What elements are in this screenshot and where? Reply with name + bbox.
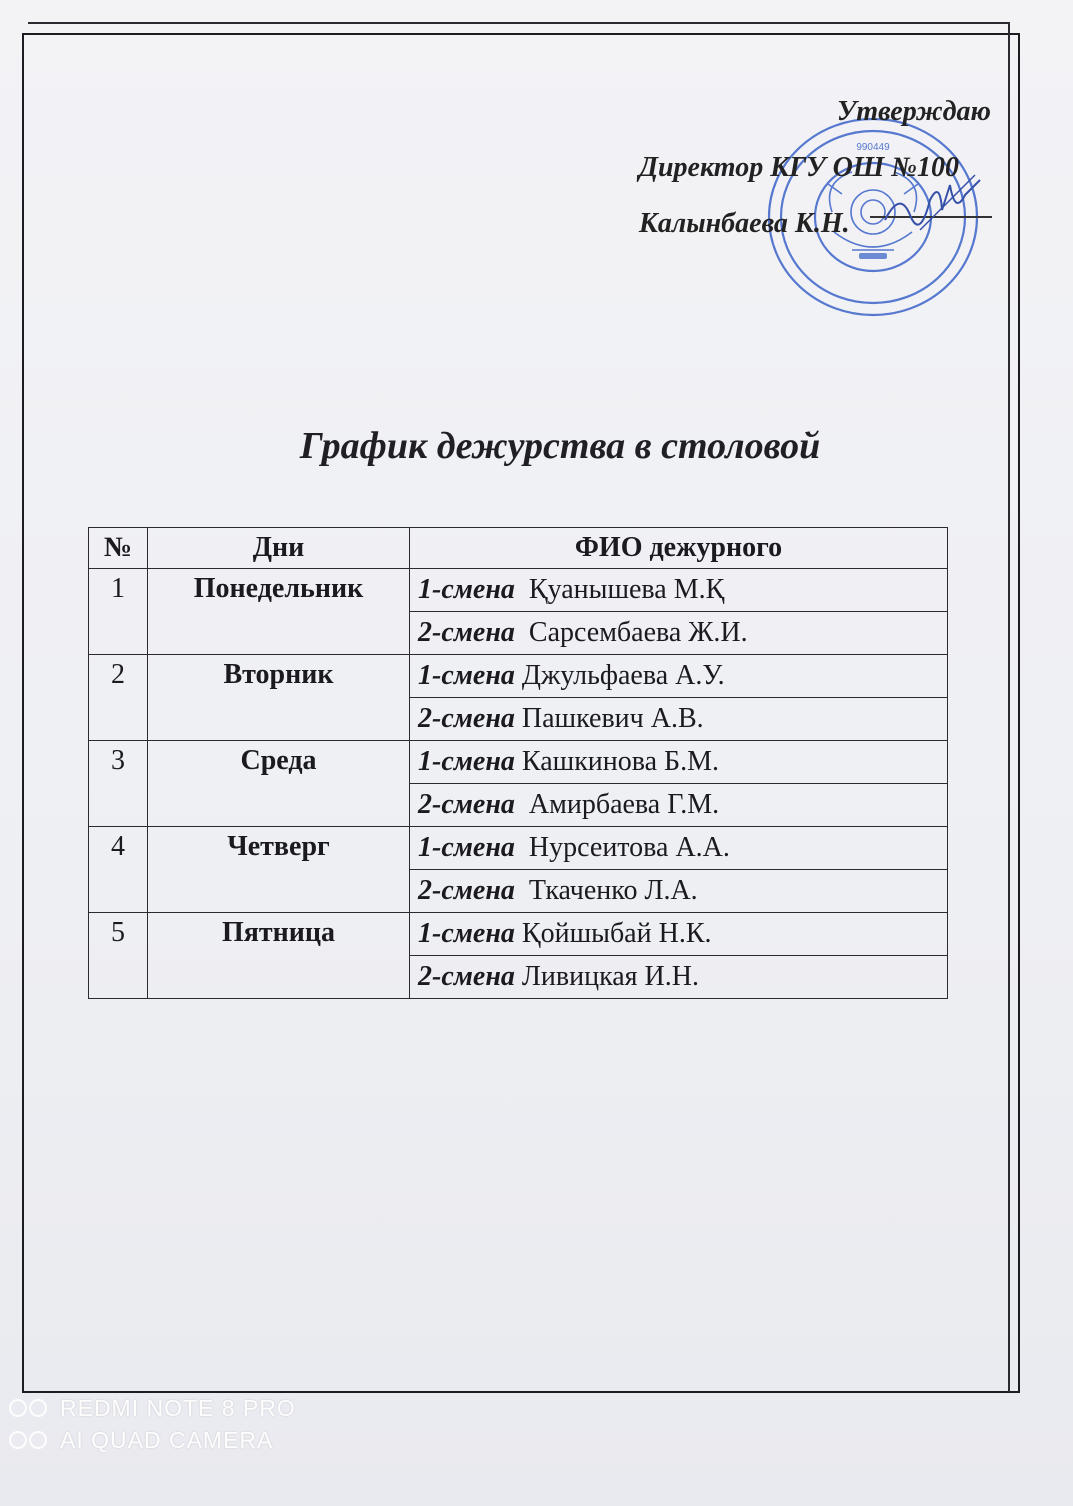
header-number: № [89, 528, 148, 569]
row-number: 1 [89, 569, 148, 655]
shift-cell [410, 698, 948, 741]
staff-name: Ткаченко Л.А. [528, 875, 698, 906]
camera-lens-icon [8, 1425, 52, 1455]
shift-label: 2-смена [418, 789, 515, 820]
staff-name: Ливицкая И.Н. [521, 961, 699, 992]
shift-label: 1-смена [418, 832, 515, 863]
table-row [89, 913, 948, 956]
approver-position: Директор КГУ ОШ №100 [638, 152, 959, 183]
shift-label: 2-смена [418, 703, 515, 734]
row-number: 4 [89, 827, 148, 913]
staff-name: Сарсембаева Ж.И. [528, 617, 748, 648]
staff-name: Пашкевич А.В. [521, 703, 704, 734]
shift-cell [410, 655, 948, 698]
shift-cell [410, 913, 948, 956]
table-row [89, 741, 948, 784]
staff-name: Қуанышева М.Қ [528, 574, 725, 605]
shift-cell [410, 956, 948, 999]
shift-label: 2-смена [418, 617, 515, 648]
shift-label: 1-смена [418, 660, 515, 691]
table-row [89, 655, 948, 698]
duty-schedule-table [88, 527, 948, 999]
row-day: Четверг [148, 827, 410, 913]
row-day: Пятница [148, 913, 410, 999]
shift-cell [410, 827, 948, 870]
table-row [89, 827, 948, 870]
staff-name: Нурсеитова А.А. [528, 832, 730, 863]
camera-watermark [8, 1392, 296, 1456]
table-row [89, 569, 948, 612]
shift-label: 1-смена [418, 746, 515, 777]
header-days: Дни [148, 528, 410, 569]
row-number: 2 [89, 655, 148, 741]
shift-label: 1-смена [418, 918, 515, 949]
header-name: ФИО дежурного [410, 528, 948, 569]
camera-lens-icon [8, 1393, 52, 1423]
shift-label: 2-смена [418, 961, 515, 992]
document-title: График дежурства в столовой [299, 425, 821, 467]
shift-cell [410, 741, 948, 784]
shift-cell [410, 870, 948, 913]
approval-word: Утверждаю [836, 96, 991, 127]
staff-name: Кашкинова Б.М. [521, 746, 720, 777]
shift-cell [410, 612, 948, 655]
shift-cell [410, 569, 948, 612]
shift-label: 1-смена [418, 574, 515, 605]
handwritten-signature [880, 170, 990, 240]
row-number: 3 [89, 741, 148, 827]
approver-name: Калынбаева К.Н. [638, 208, 850, 239]
row-number: 5 [89, 913, 148, 999]
row-day: Среда [148, 741, 410, 827]
svg-text:990449: 990449 [856, 142, 890, 153]
shift-label: 2-смена [418, 875, 515, 906]
staff-name: Қойшыбай Н.К. [521, 918, 712, 949]
staff-name: Джульфаева А.У. [521, 660, 725, 691]
camera-tagline: AI QUAD CAMERA [60, 1427, 274, 1453]
shift-cell [410, 784, 948, 827]
row-day: Понедельник [148, 569, 410, 655]
row-day: Вторник [148, 655, 410, 741]
table-header-row [89, 528, 948, 569]
camera-model: REDMI NOTE 8 PRO [60, 1395, 296, 1421]
staff-name: Амирбаева Г.М. [528, 789, 720, 820]
